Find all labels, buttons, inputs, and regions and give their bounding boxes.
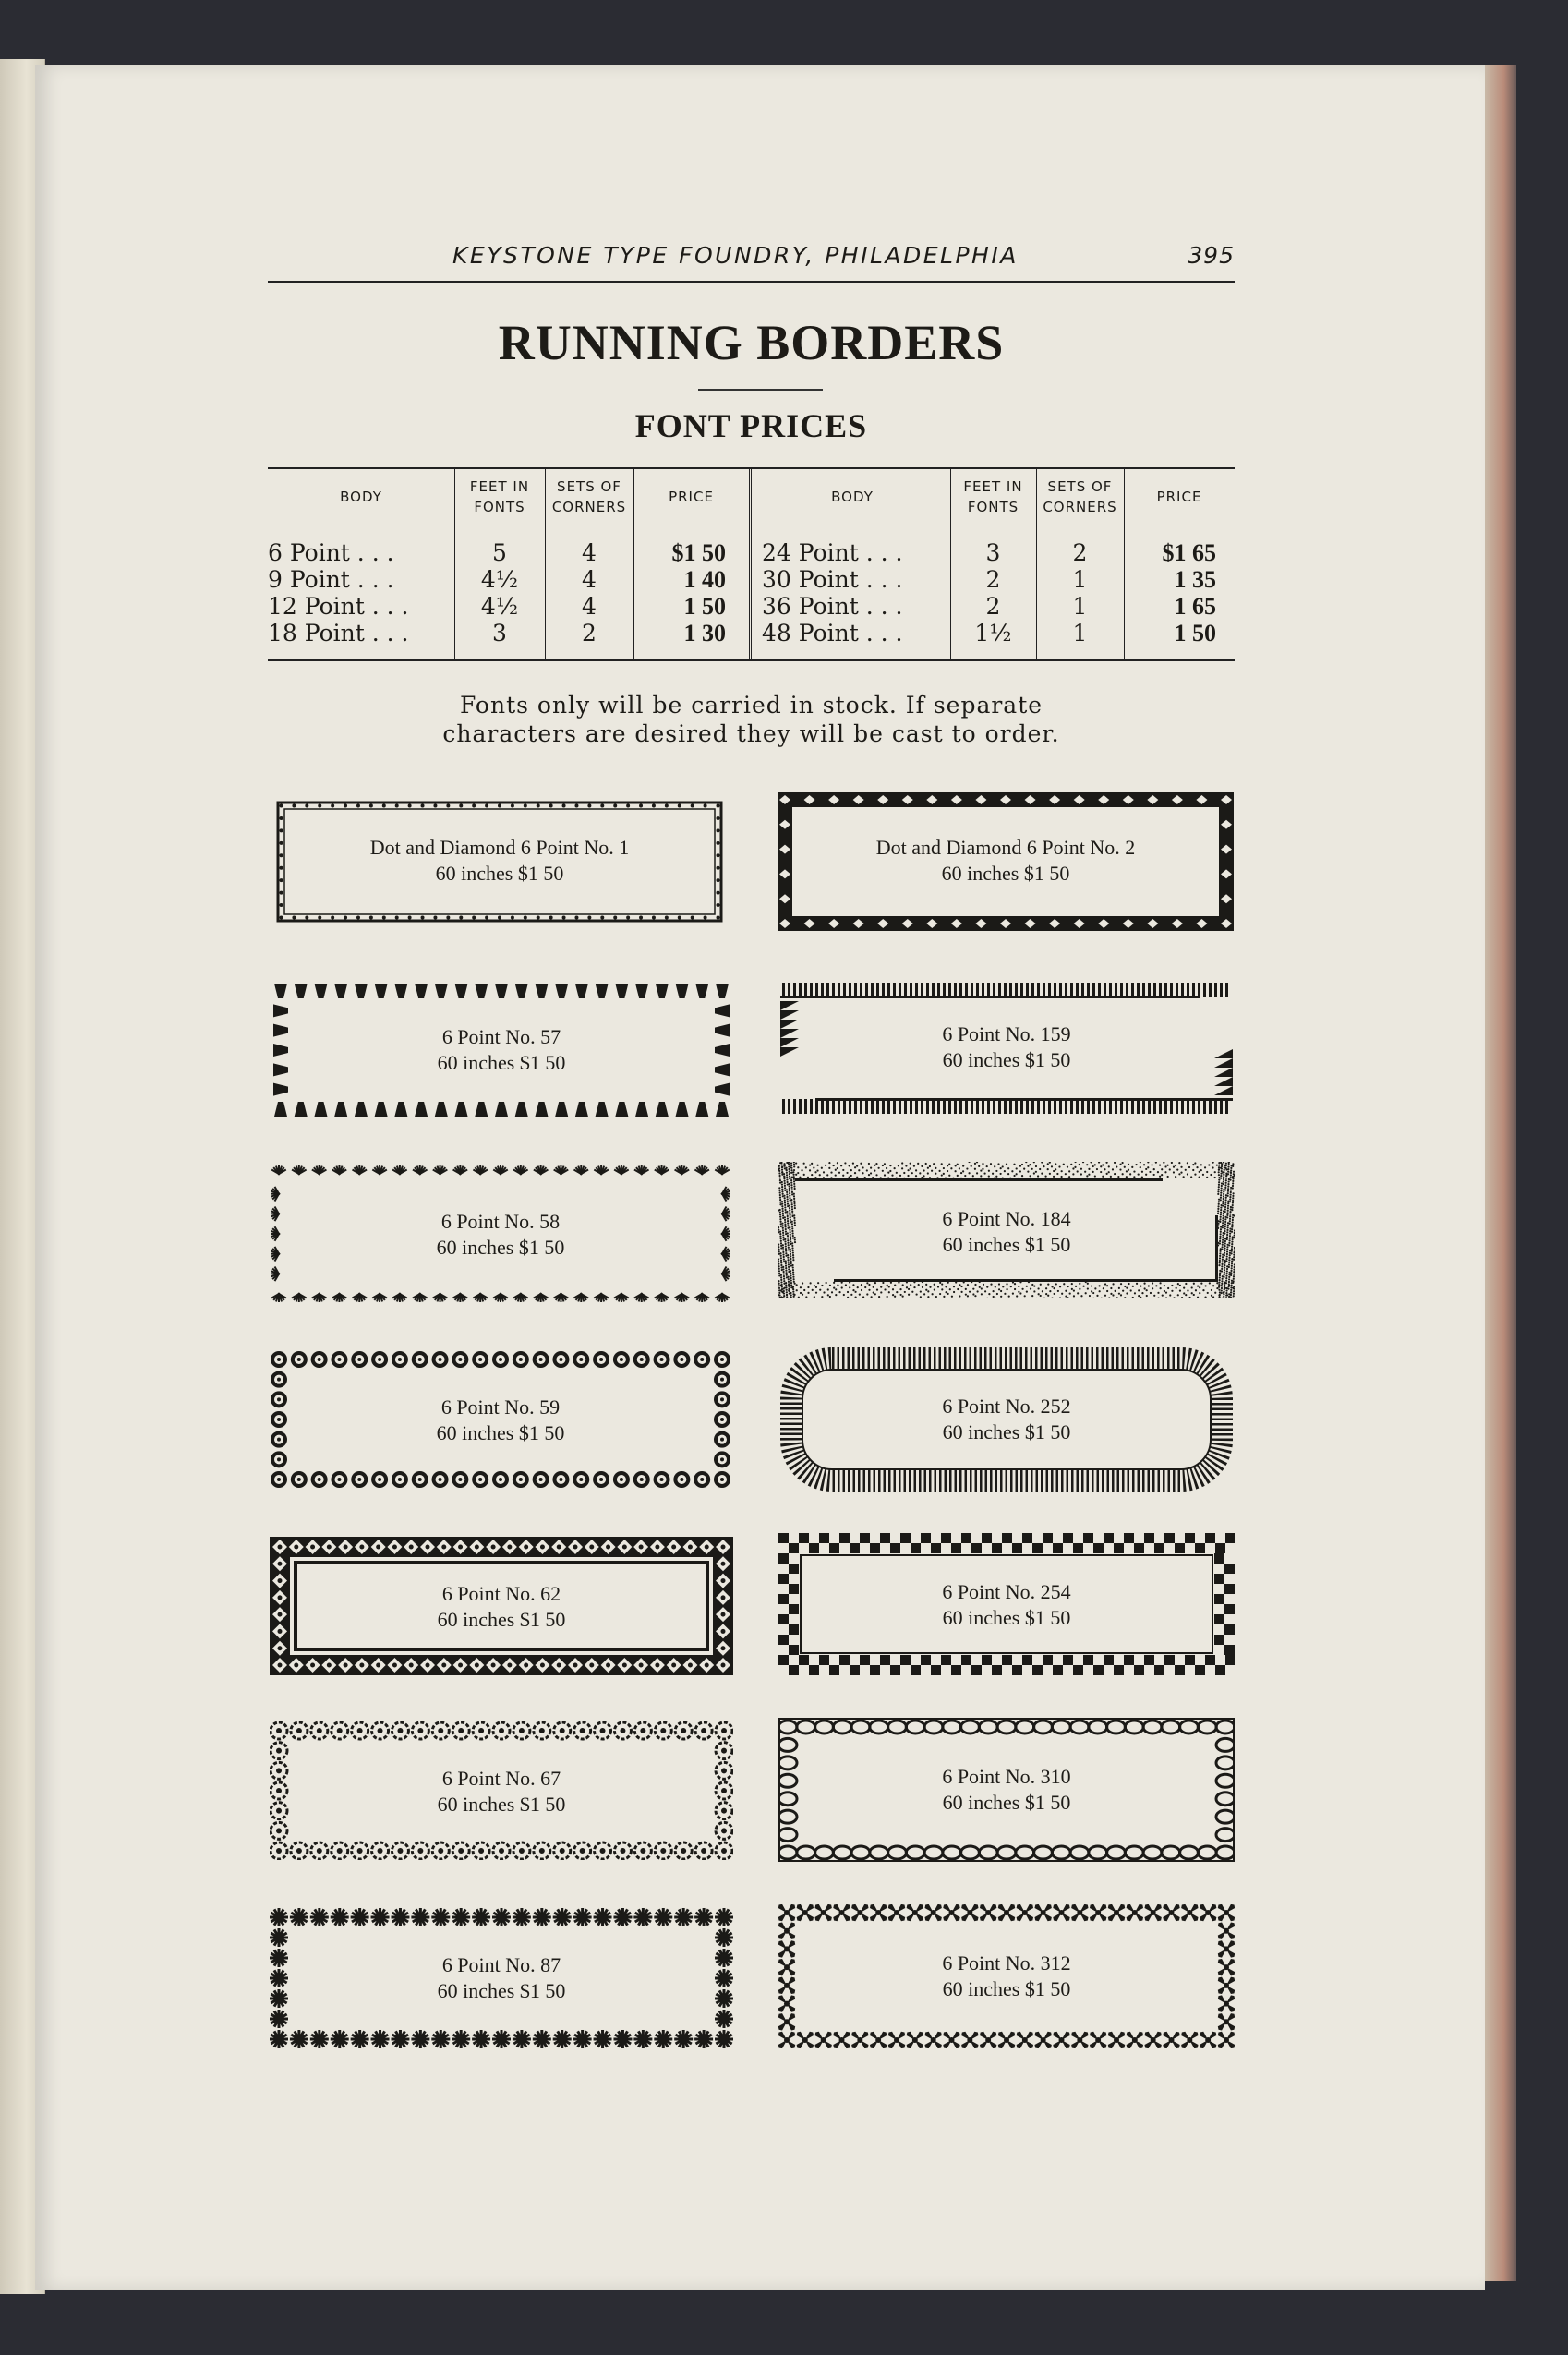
header-sets [1036, 469, 1124, 525]
table-cell-price: $1 65 [1162, 539, 1216, 566]
sample-price: 60 inches $1 50 [942, 1233, 1071, 1256]
table-center-divider [749, 469, 752, 659]
table-cell-feet: 3 [492, 620, 507, 646]
sample-price: 60 inches $1 50 [435, 862, 564, 885]
border-sample [778, 1904, 1235, 2048]
border-sample [778, 1162, 1235, 1298]
font-prices-table [268, 467, 1235, 661]
sample-name: 6 Point No. 58 [440, 1210, 561, 1233]
table-cell-sets: 4 [582, 566, 597, 593]
title-rule [698, 389, 823, 391]
running-header [268, 238, 1235, 283]
sample-price: 60 inches $1 50 [942, 1606, 1071, 1629]
border-sample [778, 1533, 1235, 1675]
stock-note-line1: Fonts only will be carried in stock. If separate [459, 692, 1043, 719]
table-cell-feet: 4½ [480, 593, 519, 620]
table-cell-feet: 5 [492, 539, 507, 566]
header-sets-line1: SETS OF [557, 478, 621, 495]
stock-note [268, 691, 1235, 748]
table-cell-feet: 1½ [974, 620, 1012, 646]
sample-name: 6 Point No. 254 [942, 1580, 1071, 1603]
table-cell-body: 9 Point . . . [268, 566, 394, 593]
table-cell-body: 24 Point . . . [762, 539, 903, 566]
header-feet-line2: FONTS [474, 499, 525, 515]
running-title: KEYSTONE TYPE FOUNDRY, PHILADELPHIA [452, 242, 1019, 269]
sample-name: 6 Point No. 67 [441, 1767, 561, 1790]
table-cell-sets: 2 [582, 620, 597, 646]
table-cell-price: 1 35 [1174, 566, 1216, 593]
sample-price: 60 inches $1 50 [437, 1051, 566, 1074]
sample-price: 60 inches $1 50 [942, 1048, 1071, 1071]
sample-price: 60 inches $1 50 [436, 1421, 565, 1444]
header-feet-line1: FEET IN [469, 478, 530, 495]
table-cell-body: 48 Point . . . [762, 620, 903, 646]
sample-name: 6 Point No. 159 [942, 1022, 1071, 1045]
table-cell-body: 18 Point . . . [268, 620, 409, 646]
stock-note-line2: characters are desired they will be cast to order. [442, 720, 1060, 747]
header-feet [950, 469, 1036, 525]
sample-name: 6 Point No. 59 [440, 1395, 561, 1419]
header-body: BODY [831, 489, 874, 505]
book-cover-edge [1485, 65, 1516, 2281]
table-cell-feet: 4½ [480, 566, 519, 593]
border-sample [275, 800, 724, 924]
sample-price: 60 inches $1 50 [437, 1608, 566, 1631]
sample-price: 60 inches $1 50 [941, 862, 1070, 885]
sample-name: 6 Point No. 184 [942, 1207, 1071, 1230]
border-sample [778, 792, 1234, 931]
page-subtitle: FONT PRICES [634, 407, 868, 444]
table-cell-body: 36 Point . . . [762, 593, 903, 620]
sample-price: 60 inches $1 50 [437, 1979, 566, 2002]
table-cell-sets: 1 [1072, 593, 1088, 620]
table-cell-sets: 4 [582, 593, 597, 620]
sample-price: 60 inches $1 50 [437, 1793, 566, 1816]
table-cell-price: 1 40 [683, 566, 726, 593]
sample-name: 6 Point No. 87 [441, 1953, 561, 1976]
sample-name: 6 Point No. 312 [942, 1951, 1071, 1975]
border-sample [270, 1537, 733, 1675]
header-feet-line2: FONTS [967, 499, 1019, 515]
table-cell-price: 1 30 [683, 620, 726, 646]
sample-price: 60 inches $1 50 [942, 1977, 1071, 2000]
page-title: RUNNING BORDERS [498, 315, 1005, 370]
table-cell-price: 1 50 [1174, 620, 1216, 646]
sample-price: 60 inches $1 50 [942, 1420, 1071, 1443]
book-page [35, 65, 1485, 2290]
header-feet [454, 469, 545, 525]
table-cell-sets: 1 [1072, 620, 1088, 646]
sample-price: 60 inches $1 50 [942, 1791, 1071, 1814]
table-cell-sets: 2 [1072, 539, 1088, 566]
header-sets-line2: CORNERS [551, 499, 627, 515]
header-body: BODY [340, 489, 382, 505]
page-number: 395 [1188, 242, 1235, 269]
border-sample [778, 1718, 1235, 1862]
table-cell-feet: 2 [985, 593, 1001, 620]
table-cell-feet: 3 [985, 539, 1001, 566]
sample-name: Dot and Diamond 6 Point No. 2 [875, 836, 1136, 859]
sample-name: 6 Point No. 252 [942, 1395, 1071, 1418]
border-sample [778, 979, 1235, 1117]
border-sample [270, 1165, 731, 1303]
table-cell-body: 30 Point . . . [762, 566, 903, 593]
table-cell-body: 12 Point . . . [268, 593, 409, 620]
header-sets-line1: SETS OF [1047, 478, 1113, 495]
header-sets [545, 469, 633, 525]
table-cell-sets: 1 [1072, 566, 1088, 593]
sample-name: Dot and Diamond 6 Point No. 1 [369, 836, 630, 859]
sample-name: 6 Point No. 62 [441, 1582, 561, 1605]
border-sample [270, 1350, 731, 1489]
header-feet-line1: FEET IN [963, 478, 1023, 495]
table-cell-price: 1 65 [1174, 593, 1216, 620]
border-sample [780, 1347, 1233, 1492]
border-sample [271, 982, 731, 1118]
header-sets-line2: CORNERS [1043, 499, 1117, 515]
border-sample [270, 1721, 733, 1860]
sample-name: 6 Point No. 310 [942, 1765, 1071, 1788]
sample-name: 6 Point No. 57 [441, 1025, 561, 1048]
table-cell-feet: 2 [985, 566, 1001, 593]
border-sample [270, 1908, 733, 2048]
sample-price: 60 inches $1 50 [436, 1236, 565, 1259]
header-price: PRICE [1156, 489, 1202, 505]
table-cell-sets: 4 [582, 539, 597, 566]
table-cell-price: $1 50 [671, 539, 726, 566]
table-cell-price: 1 50 [683, 593, 726, 620]
header-price: PRICE [669, 489, 714, 505]
table-cell-body: 6 Point . . . [268, 539, 394, 566]
